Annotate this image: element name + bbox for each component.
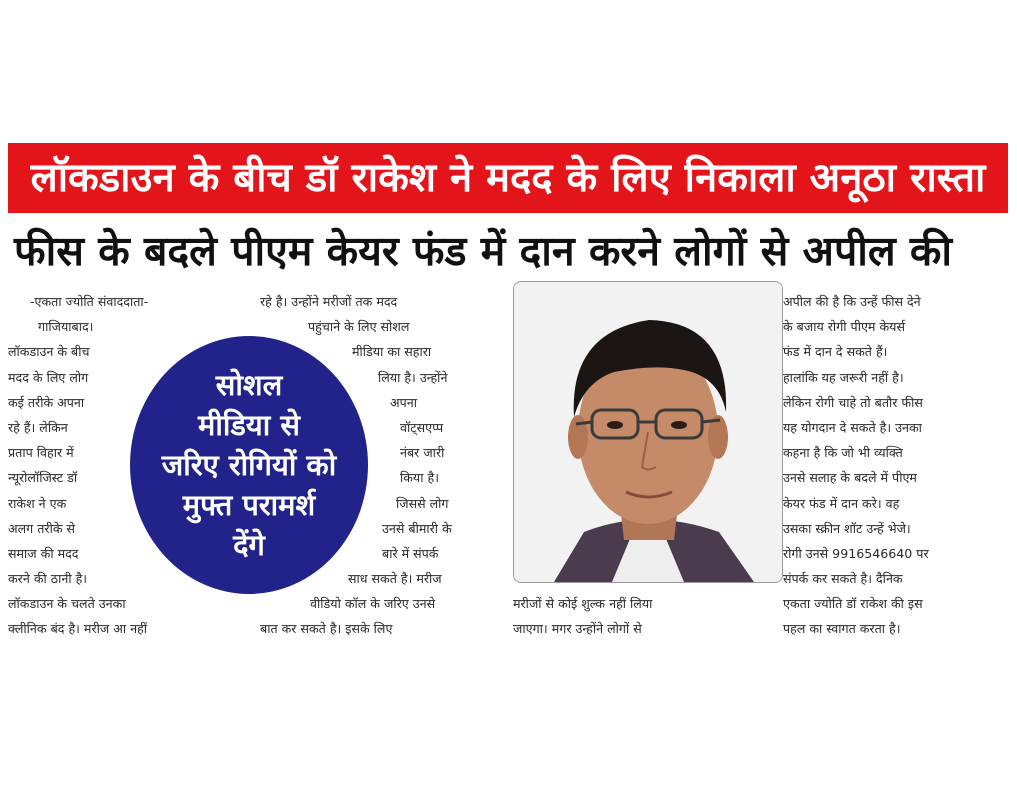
text-line: कहना है कि जो भी व्यक्ति: [783, 445, 903, 461]
text-line: रोगी उनसे 9916546640 पर: [783, 545, 929, 561]
text-line: करने की ठानी है।: [8, 571, 88, 587]
text-line: केयर फंड में दान करे। वह: [783, 495, 900, 511]
portrait-illustration: [514, 282, 782, 582]
text-line: लिया है। उन्होंने: [378, 369, 448, 385]
text-line: मदद के लिए लोग: [8, 369, 89, 385]
text-line: उनसे सलाह के बदले में पीएम: [783, 470, 917, 486]
text-line: अपील की है कि उन्हें फीस देने: [783, 294, 921, 309]
text-line: वॉट्सएप्प: [400, 419, 444, 435]
headline-banner: लॉकडाउन के बीच डॉ राकेश ने मदद के लिए निकाला अनूठा रास्ता: [8, 143, 1008, 213]
badge-line: मुफ्त परामर्श: [182, 488, 316, 522]
article-column-photo-caption: [513, 591, 773, 641]
badge-line: मीडिया से: [198, 408, 300, 442]
text-line: मीडिया का सहारा: [352, 344, 432, 360]
text-line: बात कर सकते है। इसके लिए: [260, 621, 393, 637]
text-line: राकेश ने एक: [8, 495, 67, 511]
text-line: समाज की मदद: [8, 545, 79, 561]
badge-line: देंगे: [233, 528, 265, 562]
text-line: एकता ज्योति डॉ राकेश की इस: [783, 596, 923, 612]
text-line: पहल का स्वागत करता है।: [783, 621, 901, 637]
text-line: कई तरीके अपना: [8, 394, 85, 410]
text-line: संपर्क कर सकते है। दैनिक: [783, 571, 903, 587]
text-line: अलग तरीके से: [8, 520, 76, 536]
doctor-photo: [513, 281, 783, 583]
text-line: के बजाय रोगी पीएम केयर्स: [783, 319, 905, 335]
dateline: गाजियाबाद।: [38, 319, 94, 335]
text-line: फंड में दान दे सकते हैं।: [783, 344, 888, 360]
text-line: लॉकडाउन के चलते उनका: [8, 596, 126, 612]
highlight-badge: [130, 336, 368, 594]
text-line: नंबर जारी: [400, 445, 445, 461]
text-line: पहुंचाने के लिए सोशल: [308, 319, 410, 335]
text-line: किया है।: [400, 470, 439, 486]
text-line: उसका स्क्रीन शॉट उन्हें भेजे।: [783, 520, 911, 536]
text-line: बारे में संपर्क: [382, 545, 439, 561]
badge-line: जरिए रोगियों को: [161, 448, 337, 482]
text-line: लॉकडाउन के बीच: [8, 344, 90, 360]
text-line: रहे हैं। लेकिन: [8, 419, 68, 435]
text-line: जाएगा। मगर उन्होंने लोगों से: [513, 621, 642, 637]
article-column-3: [783, 289, 1008, 642]
subheadline: फीस के बदले पीएम केयर फंड में दान करने लोगों से अपील की: [14, 227, 953, 275]
badge-line: सोशल: [215, 368, 283, 402]
text-line: प्रताप विहार में: [8, 445, 74, 461]
text-line: रहे है। उन्होंने मरीजों तक मदद: [260, 294, 398, 309]
byline: -एकता ज्योति संवाददाता-: [30, 294, 149, 309]
text-line: न्यूरोलॉजिस्ट डॉ: [8, 470, 78, 486]
newspaper-clipping: [8, 143, 1008, 663]
text-line: लेकिन रोगी चाहे तो बतौर फीस: [783, 394, 923, 410]
text-line: मरीजों से कोई शुल्क नहीं लिया: [513, 596, 653, 611]
text-line: क्लीनिक बंद है। मरीज आ नहीं: [8, 621, 148, 637]
text-line: जिससे लोग: [396, 495, 449, 511]
text-line: साध सकते है। मरीज: [348, 571, 442, 587]
text-line: हालांकि यह जरूरी नहीं है।: [783, 369, 904, 385]
text-line: वीडियो कॉल के जरिए उनसे: [310, 596, 436, 612]
text-line: यह योगदान दे सकते है। उनका: [783, 419, 922, 435]
text-line: उनसे बीमारी के: [382, 520, 452, 536]
text-line: अपना: [390, 394, 418, 410]
